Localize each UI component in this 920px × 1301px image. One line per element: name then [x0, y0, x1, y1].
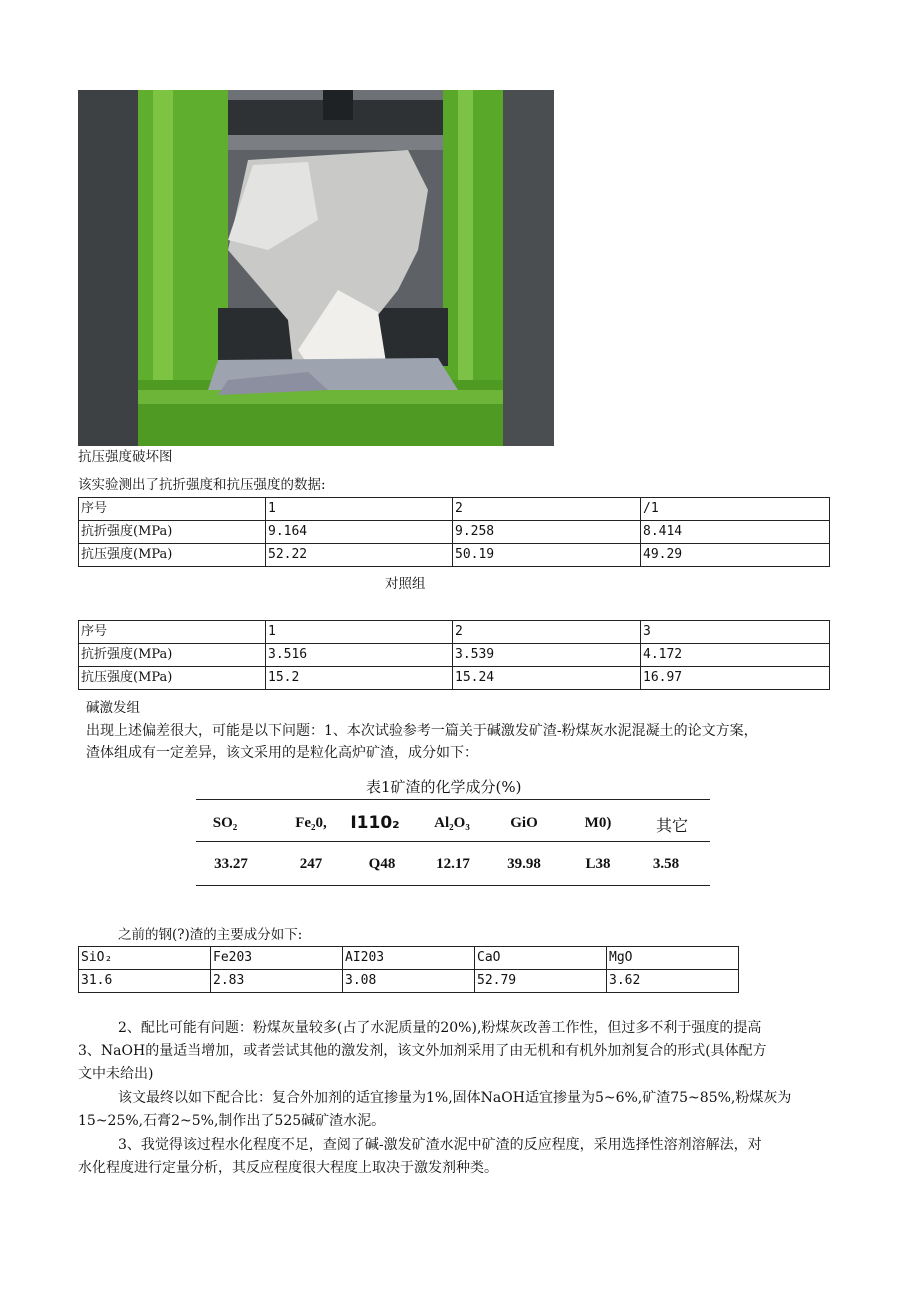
analysis-line-1: 出现上述偏差很大，可能是以下问题：1、本次试验参考一篇关于碱激发矿渣-粉煤灰水泥混凝土的论文方案， [86, 723, 758, 739]
paragraph-5-line-1: 3、我觉得该过程水化程度不足，查阅了碱-激发矿渣水泥中矿渣的反应程度，采用选择性溶剂溶解法，对 [118, 1137, 762, 1153]
table3-bottom-rule [196, 885, 710, 886]
table3-mid-rule [196, 841, 710, 842]
table-cell: 抗折强度(MPa) [79, 644, 266, 667]
table3-header: Al₂O₃ [434, 815, 470, 831]
table-row [79, 947, 739, 970]
previous-intro: 之前的钢(?)渣的主要成分如下: [118, 927, 303, 943]
table-row [79, 521, 830, 544]
paragraph-3-line-1: 3、NaOH的量适当增加，或者尝试其他的激发剂，该文外加剂采用了由无机和有机外加剂复合的形式(具体配方 [78, 1043, 767, 1059]
table-cell: 16.97 [641, 667, 830, 690]
table3-header: M0) [584, 815, 612, 831]
figure-caption: 抗压强度破坏图 [78, 449, 173, 465]
table-cell: Fe203 [211, 947, 343, 970]
table-row [79, 621, 830, 644]
table-cell: AI203 [343, 947, 475, 970]
table3-header: GiO [510, 815, 538, 831]
table-cell: 1 [266, 621, 453, 644]
table3-value: 39.98 [507, 856, 541, 872]
paragraph-4-line-1: 该文最终以如下配合比：复合外加剂的适宜掺量为1%,固体NaOH适宜掺量为5~6%,矿渣75~85%,粉煤灰为 [118, 1090, 792, 1106]
table3-header: I110₂ [350, 813, 400, 833]
control-group-table [78, 497, 830, 567]
table-cell: 9.258 [453, 521, 641, 544]
table3-value: 247 [299, 856, 323, 872]
paragraph-3-line-2: 文中未给出) [78, 1066, 154, 1082]
table-cell: 序号 [79, 621, 266, 644]
table-cell: SiO₂ [79, 947, 211, 970]
table3-top-rule [196, 799, 710, 800]
table-cell: /1 [641, 498, 830, 521]
table3-title: 表1矿渣的化学成分(%) [366, 778, 522, 796]
alkali-group-table [78, 620, 830, 690]
table-cell: 31.6 [79, 970, 211, 993]
table-row [79, 544, 830, 567]
photo-illustration [78, 90, 554, 446]
table3-header: SO₂ [212, 815, 238, 831]
paragraph-5-line-2: 水化程度进行定量分析，其反应程度很大程度上取决于激发剂种类。 [78, 1160, 498, 1176]
paragraph-2-line-1: 2、配比可能有问题：粉煤灰量较多(占了水泥质量的20%),粉煤灰改善工作性，但过多不利于强度的提高 [118, 1020, 762, 1036]
table-cell: 抗折强度(MPa) [79, 521, 266, 544]
table-cell: 3.08 [343, 970, 475, 993]
table-cell: 1 [266, 498, 453, 521]
previous-slag-table [78, 946, 739, 993]
table3-value: 33.27 [214, 856, 248, 872]
table-cell: 50.19 [453, 544, 641, 567]
table-cell: 9.164 [266, 521, 453, 544]
intro-text: 该实验测出了抗折强度和抗压强度的数据: [78, 477, 326, 493]
compression-failure-photo [78, 90, 554, 446]
table3-header: Fe₂0, [295, 815, 327, 831]
table-cell: CaO [475, 947, 607, 970]
table-cell: 15.24 [453, 667, 641, 690]
table-cell: 抗压强度(MPa) [79, 667, 266, 690]
table-cell: 52.22 [266, 544, 453, 567]
table-cell: 15.2 [266, 667, 453, 690]
table-cell: 3.539 [453, 644, 641, 667]
paragraph-4-line-2: 15~25%,石膏2~5%,制作出了525碱矿渣水泥。 [78, 1113, 386, 1129]
table-cell: 8.414 [641, 521, 830, 544]
table-cell: 3 [641, 621, 830, 644]
table-row [79, 644, 830, 667]
table-cell: 序号 [79, 498, 266, 521]
table-row [79, 667, 830, 690]
table3-value: L38 [585, 856, 611, 872]
table3-value: Q48 [368, 856, 396, 872]
table-cell: 3.516 [266, 644, 453, 667]
table1-caption: 对照组 [385, 576, 426, 592]
table-cell: 抗压强度(MPa) [79, 544, 266, 567]
table3-value: 3.58 [652, 856, 680, 872]
table-cell: 2 [453, 621, 641, 644]
table2-caption: 碱激发组 [86, 700, 140, 716]
table-cell: 2 [453, 498, 641, 521]
table-row [79, 498, 830, 521]
table-row [79, 970, 739, 993]
table-cell: 3.62 [607, 970, 739, 993]
table-cell: 4.172 [641, 644, 830, 667]
table-cell: MgO [607, 947, 739, 970]
table3-value: 12.17 [436, 856, 470, 872]
table-cell: 2.83 [211, 970, 343, 993]
table-cell: 49.29 [641, 544, 830, 567]
table3-header: 其它 [655, 818, 688, 835]
analysis-line-2: 渣体组成有一定差异，该文采用的是粒化高炉矿渣，成分如下： [86, 745, 478, 761]
table-cell: 52.79 [475, 970, 607, 993]
